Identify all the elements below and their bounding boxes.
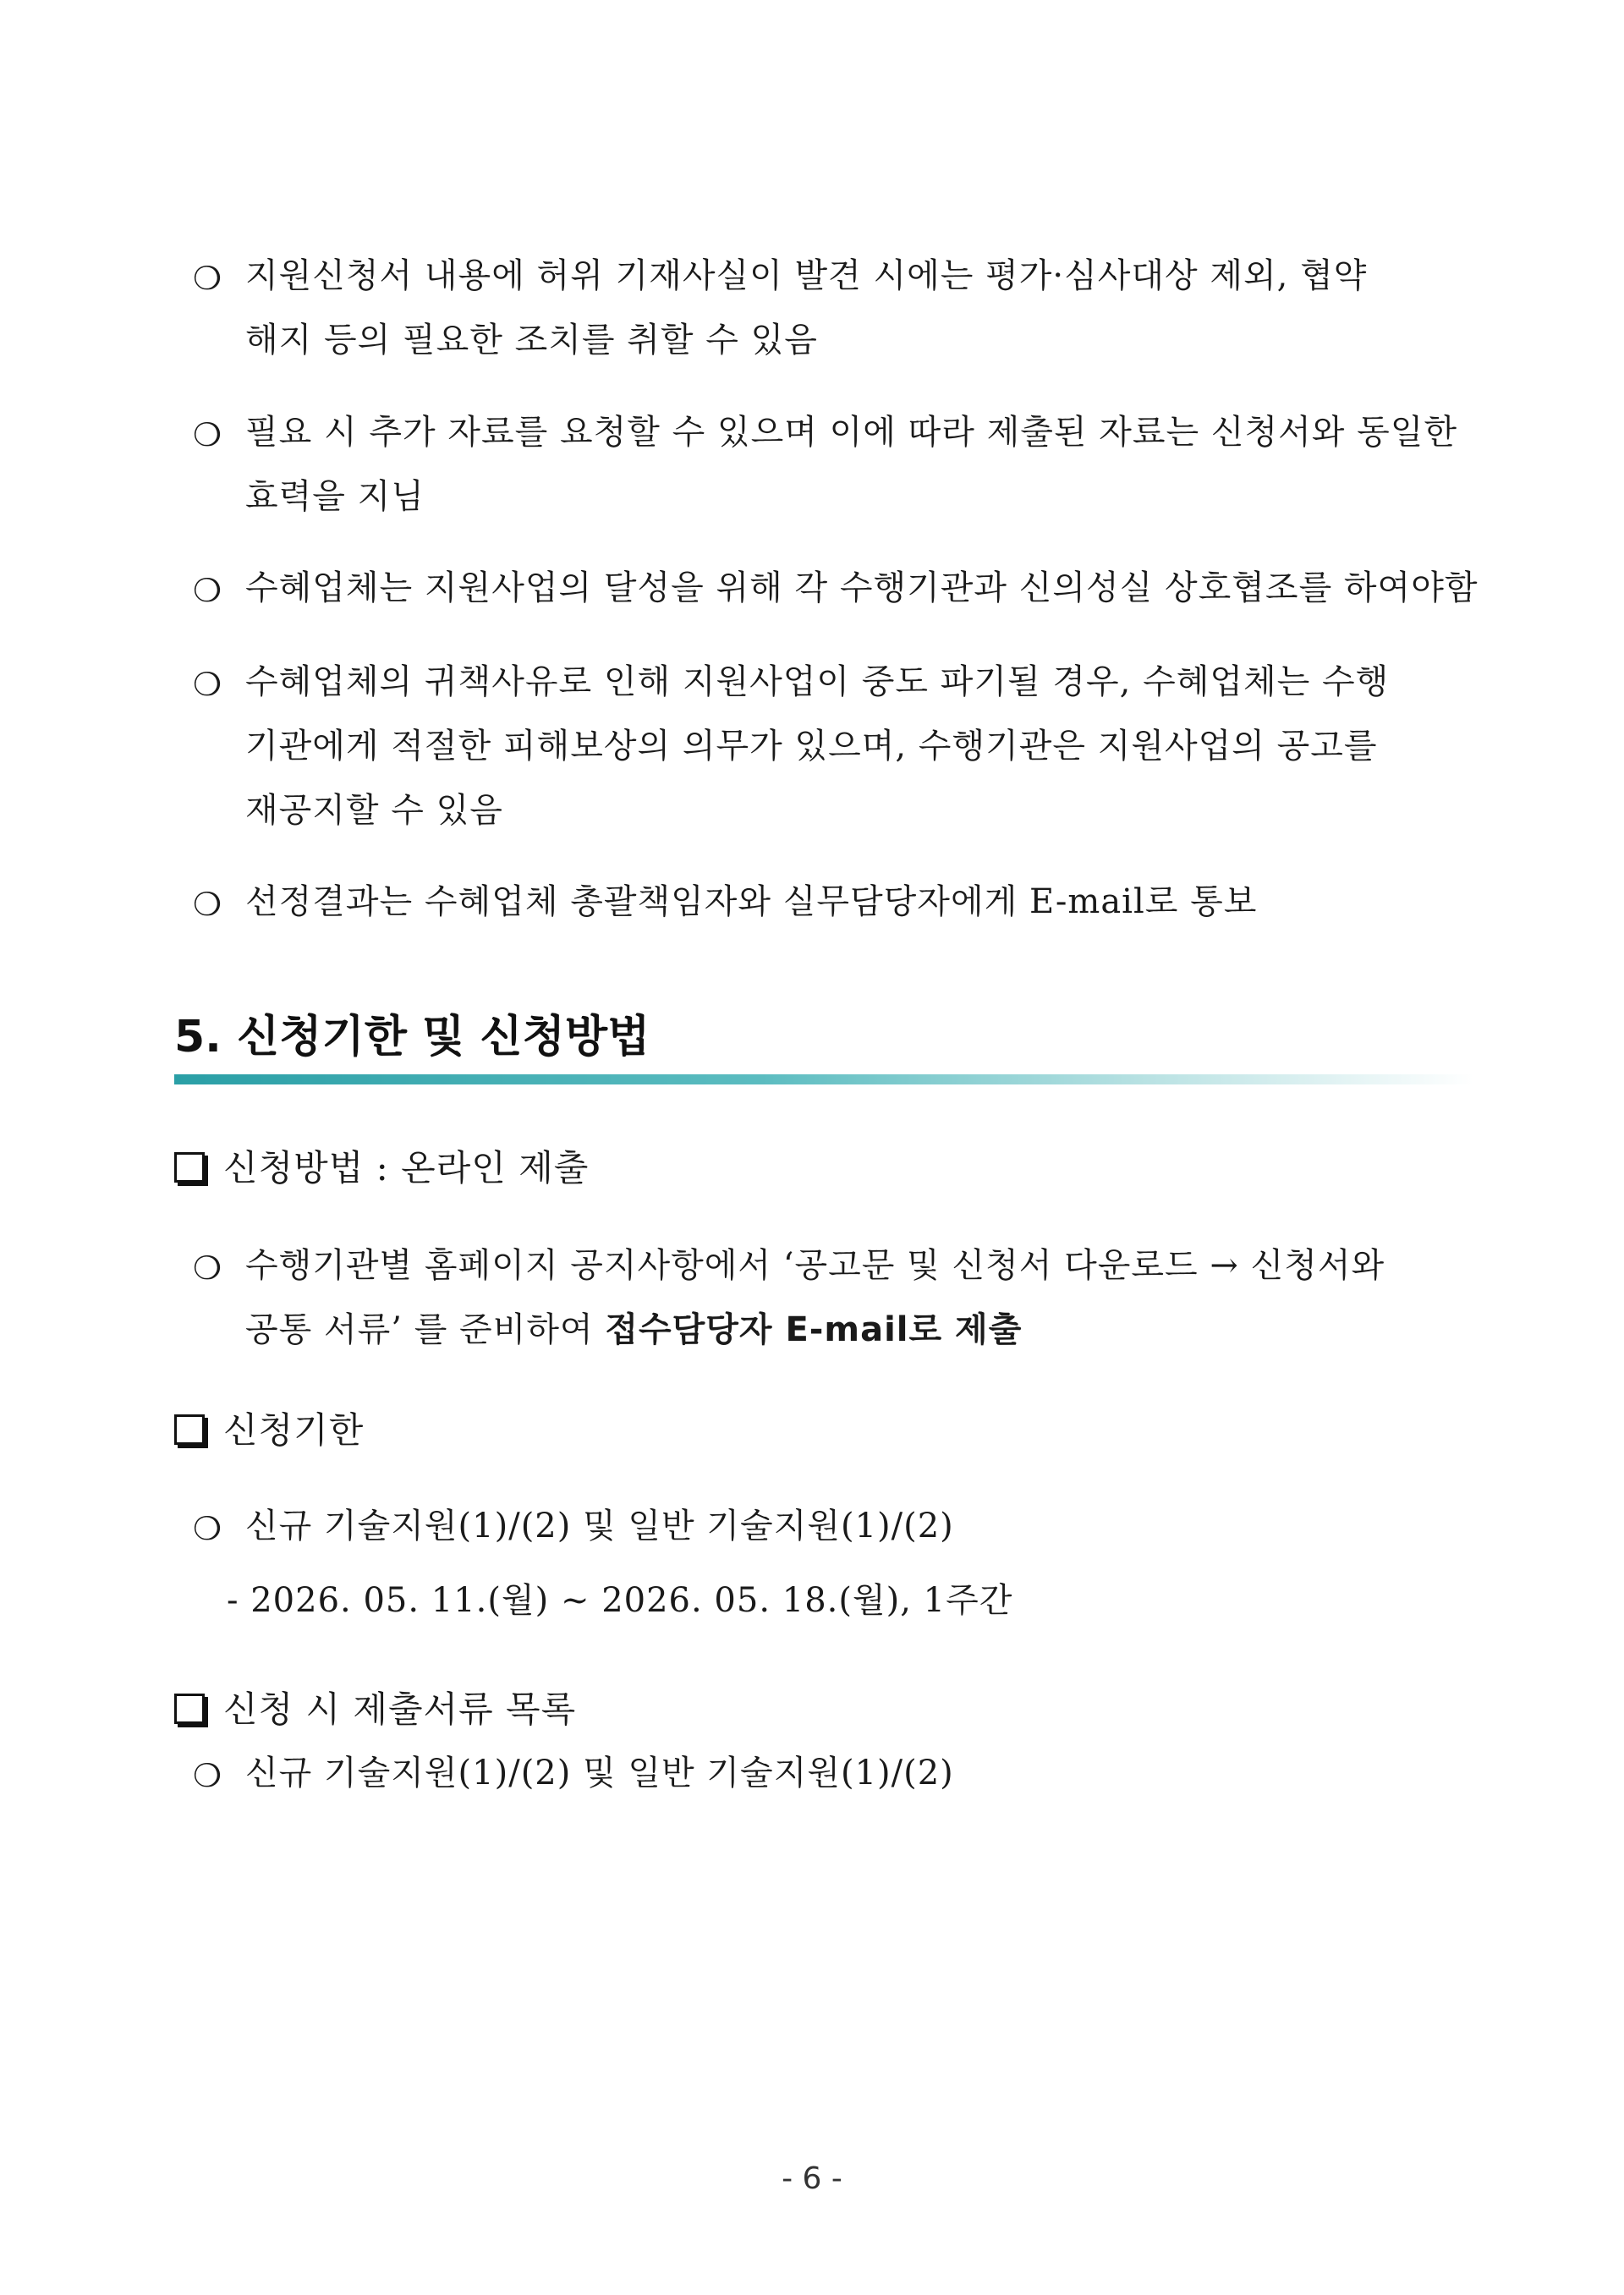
documents-heading-text: 신청 시 제출서류 목록 bbox=[223, 1688, 577, 1730]
deadline-heading-text: 신청기한 bbox=[223, 1409, 365, 1451]
deadline-item: 신규 기술지원(1)/(2) 및 일반 기술지원(1)/(2) bbox=[245, 1507, 954, 1546]
checkbox-square-icon bbox=[174, 1694, 205, 1724]
circle-bullet-icon: ❍ bbox=[193, 886, 222, 923]
circle-bullet-icon: ❍ bbox=[193, 666, 222, 703]
circle-bullet-icon: ❍ bbox=[193, 1757, 222, 1794]
item-2-line-1: 필요 시 추가 자료를 요청할 수 있으며 이에 따라 제출된 자료는 신청서와 동일한 bbox=[245, 413, 1458, 452]
method-line-2-bold: 접수담당자 E-mail로 제출 bbox=[605, 1310, 1023, 1349]
item-5-line-1: 선정결과는 수혜업체 총괄책임자와 실무담당자에게 E-mail로 통보 bbox=[245, 882, 1258, 921]
checkbox-square-icon bbox=[174, 1152, 205, 1183]
item-4-line-1: 수혜업체의 귀책사유로 인해 지원사업이 중도 파기될 경우, 수혜업체는 수행 bbox=[245, 662, 1390, 701]
deadline-detail: - 2026. 05. 11.(월) ~ 2026. 05. 18.(월), 1주간 bbox=[227, 1581, 1013, 1620]
circle-bullet-icon: ❍ bbox=[193, 572, 222, 609]
title-underline-bar bbox=[174, 1074, 1473, 1084]
item-2-line-2: 효력을 지님 bbox=[245, 477, 425, 516]
documents-item: 신규 기술지원(1)/(2) 및 일반 기술지원(1)/(2) bbox=[245, 1754, 954, 1793]
deadline-heading bbox=[174, 1409, 364, 1452]
item-3-line-1: 수혜업체는 지원사업의 달성을 위해 각 수행기관과 신의성실 상호협조를 하여야함 bbox=[245, 568, 1479, 607]
method-line-2 bbox=[245, 1309, 1022, 1350]
documents-heading bbox=[174, 1688, 576, 1731]
circle-bullet-icon: ❍ bbox=[193, 1510, 222, 1547]
method-heading bbox=[174, 1147, 589, 1189]
method-heading-text: 신청방법 : 온라인 제출 bbox=[223, 1147, 590, 1189]
circle-bullet-icon: ❍ bbox=[193, 260, 222, 297]
item-1-line-2: 해지 등의 필요한 조치를 취할 수 있음 bbox=[245, 321, 818, 360]
circle-bullet-icon: ❍ bbox=[193, 416, 222, 453]
method-line-1: 수행기관별 홈페이지 공지사항에서 ‘공고문 및 신청서 다운로드 → 신청서와 bbox=[245, 1246, 1385, 1285]
page-number: - 6 - bbox=[782, 2161, 842, 2196]
circle-bullet-icon: ❍ bbox=[193, 1249, 222, 1287]
checkbox-square-icon bbox=[174, 1414, 205, 1445]
item-1-line-1: 지원신청서 내용에 허위 기재사실이 발견 시에는 평가·심사대상 제외, 협약 bbox=[245, 256, 1368, 295]
item-4-line-2: 기관에게 적절한 피해보상의 의무가 있으며, 수행기관은 지원사업의 공고를 bbox=[245, 727, 1378, 766]
method-line-2-text: 공통 서류’ 를 준비하여 bbox=[245, 1310, 606, 1349]
item-4-line-3: 재공지할 수 있음 bbox=[245, 791, 503, 830]
section-title: 5. 신청기한 및 신청방법 bbox=[174, 1012, 650, 1062]
